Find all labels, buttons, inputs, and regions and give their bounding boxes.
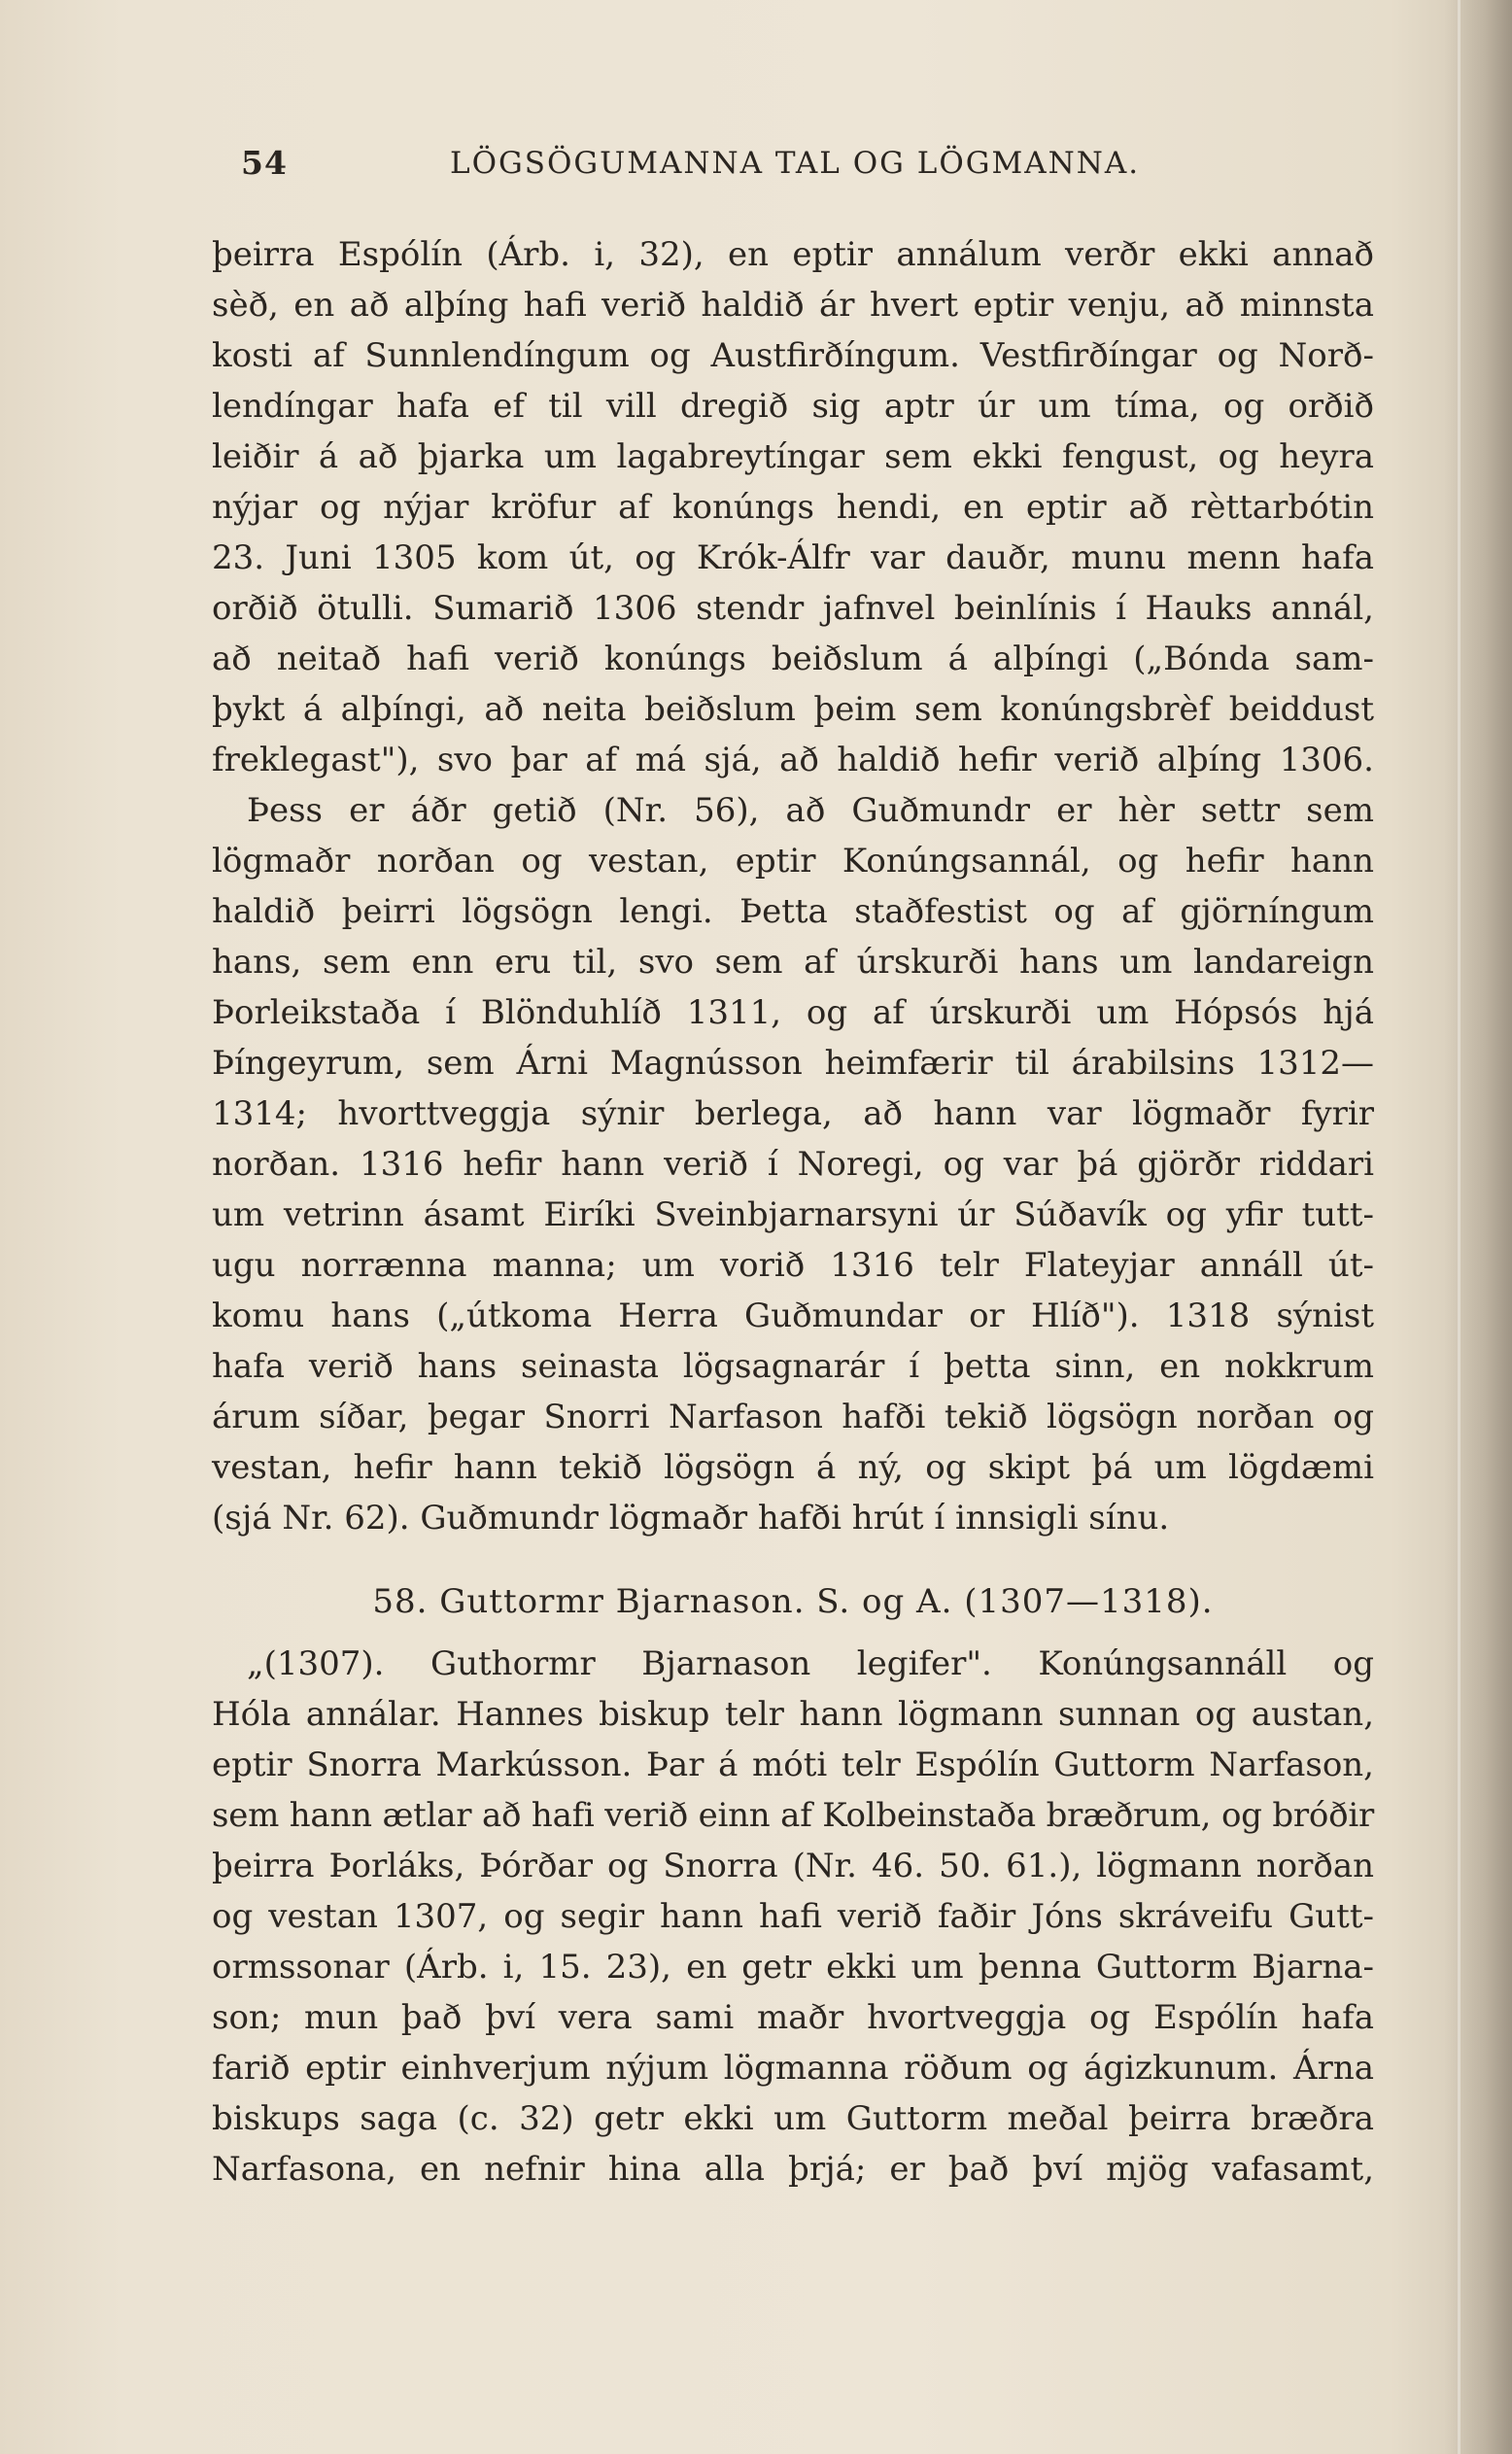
text-line: ugu norrænna manna; um vorið 1316 telr Flateyjar annáll út- bbox=[212, 1246, 1374, 1285]
text-line: Þíngeyrum, sem Árni Magnússon heimfærir til árabilsins 1312— bbox=[212, 1044, 1374, 1083]
running-title: LÖGSÖGUMANNA TAL OG LÖGMANNA. bbox=[450, 146, 1141, 181]
text-line: norðan. 1316 hefir hann verið í Noregi, og var þá gjörðr riddari bbox=[212, 1145, 1374, 1184]
text-line: son; mun það því vera sami maðr hvortveggja og Espólín hafa bbox=[212, 1998, 1374, 2037]
text-line: leiðir á að þjarka um lagabreytíngar sem ekki fengust, og heyra bbox=[212, 437, 1374, 476]
text-line: þeirra Espólín (Árb. i, 32), en eptir annálum verðr ekki annað bbox=[212, 235, 1374, 274]
running-header bbox=[241, 134, 1388, 192]
text-line: freklegast"), svo þar af má sjá, að haldið hefir verið alþíng 1306. bbox=[212, 741, 1374, 779]
text-line: farið eptir einhverjum nýjum lögmanna röðum og ágizkunum. Árna bbox=[212, 2049, 1374, 2088]
text-line: og vestan 1307, og segir hann hafi verið faðir Jóns skráveifu Gutt- bbox=[212, 1897, 1374, 1936]
section-heading: 58. Guttormr Bjarnason. S. og A. (1307—1318). bbox=[372, 1582, 1214, 1621]
text-line: haldið þeirri lögsögn lengi. Þetta staðfestist og af gjörníngum bbox=[212, 892, 1374, 931]
page-number: 54 bbox=[241, 144, 288, 182]
text-line: biskups saga (c. 32) getr ekki um Guttorm meðal þeirra bræðra bbox=[212, 2099, 1374, 2138]
body-text bbox=[212, 229, 1374, 2195]
text-line: Þess er áðr getið (Nr. 56), að Guðmundr er hèr settr sem bbox=[247, 791, 1374, 830]
text-line: þeirra Þorláks, Þórðar og Snorra (Nr. 46. 50. 61.), lögmann norðan bbox=[212, 1847, 1374, 1885]
text-line: um vetrinn ásamt Eiríki Sveinbjarnarsyni úr Súðavík og yfir tutt- bbox=[212, 1195, 1374, 1234]
page-edge-highlight bbox=[1458, 0, 1460, 2454]
text-line: þykt á alþíngi, að neita beiðslum þeim sem konúngsbrèf beiddust bbox=[212, 690, 1374, 729]
text-line: lendíngar hafa ef til vill dregið sig aptr úr um tíma, og orðið bbox=[212, 387, 1374, 426]
text-line: (sjá Nr. 62). Guðmundr lögmaðr hafði hrút í innsigli sínu. bbox=[212, 1499, 1170, 1538]
page-edge-shadow bbox=[1444, 0, 1512, 2454]
text-line: komu hans („útkoma Herra Guðmundar or Hlíð"). 1318 sýnist bbox=[212, 1296, 1374, 1335]
text-line: sem hann ætlar að hafi verið einn af Kolbeinstaða bræðrum, og bróðir bbox=[212, 1796, 1374, 1835]
text-line: „(1307). Guthormr Bjarnason legifer". Konúngsannáll og bbox=[247, 1644, 1374, 1683]
text-line: árum síðar, þegar Snorri Narfason hafði tekið lögsögn norðan og bbox=[212, 1398, 1374, 1436]
text-line: vestan, hefir hann tekið lögsögn á ný, og skipt þá um lögdæmi bbox=[212, 1448, 1374, 1487]
text-line: hans, sem enn eru til, svo sem af úrskurði hans um landareign bbox=[212, 943, 1374, 982]
text-line: Þorleikstaða í Blönduhlíð 1311, og af úrskurði um Hópsós hjá bbox=[212, 993, 1374, 1032]
text-line: 23. Juni 1305 kom út, og Krók-Álfr var dauðr, munu menn hafa bbox=[212, 538, 1374, 577]
text-line: Hóla annálar. Hannes biskup telr hann lögmann sunnan og austan, bbox=[212, 1695, 1374, 1734]
text-line: orðið ötulli. Sumarið 1306 stendr jafnvel beinlínis í Hauks annál, bbox=[212, 589, 1374, 628]
text-line: kosti af Sunnlendíngum og Austfirðíngum. Vestfirðíngar og Norð- bbox=[212, 336, 1374, 375]
text-line: sèð, en að alþíng hafi verið haldið ár hvert eptir venju, að minnsta bbox=[212, 286, 1374, 325]
text-line: 1314; hvorttveggja sýnir berlega, að hann var lögmaðr fyrir bbox=[212, 1094, 1374, 1133]
text-line: eptir Snorra Markússon. Þar á móti telr Espólín Guttorm Narfason, bbox=[212, 1745, 1374, 1784]
text-line: Narfasona, en nefnir hina alla þrjá; er það því mjög vafasamt, bbox=[212, 2150, 1374, 2189]
text-line: nýjar og nýjar kröfur af konúngs hendi, en eptir að rèttarbótin bbox=[212, 488, 1374, 527]
text-line: ormssonar (Árb. i, 15. 23), en getr ekki um þenna Guttorm Bjarna- bbox=[212, 1948, 1374, 1987]
text-line: að neitað hafi verið konúngs beiðslum á alþíngi („Bónda sam- bbox=[212, 639, 1374, 678]
text-line: lögmaðr norðan og vestan, eptir Konúngsannál, og hefir hann bbox=[212, 842, 1374, 881]
text-line: hafa verið hans seinasta lögsagnarár í þetta sinn, en nokkrum bbox=[212, 1347, 1374, 1386]
